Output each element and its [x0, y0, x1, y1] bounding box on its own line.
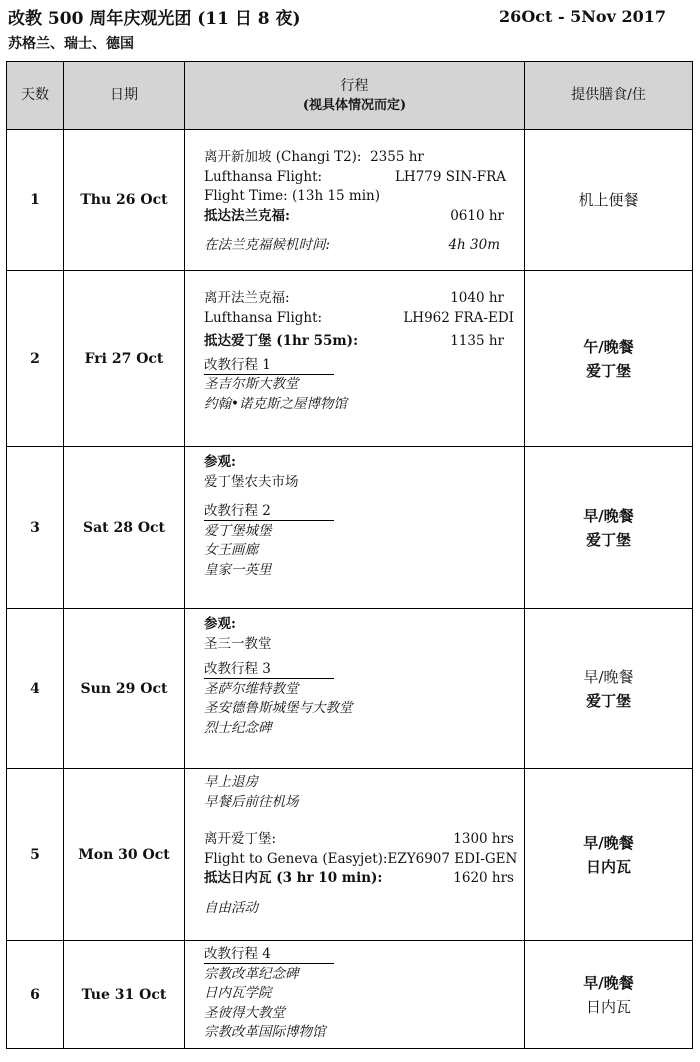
- depart-time: 2355 hr: [370, 149, 424, 165]
- col-header-program-title: 行程: [340, 77, 369, 94]
- table-row: [7, 130, 693, 271]
- day-date: Fri 27 Oct: [64, 271, 185, 447]
- stay-text: 爱丁堡: [585, 691, 631, 710]
- flight-number: EZY6907 EDI-GEN: [387, 850, 518, 867]
- day-program: [185, 609, 525, 769]
- day-program: [185, 769, 525, 941]
- stay-text: 爱丁堡: [585, 361, 631, 380]
- tour-item: 皇家一英里: [204, 561, 272, 578]
- day-number: 3: [7, 447, 64, 609]
- meal-cell: [525, 941, 693, 1049]
- visit-item: 圣三一教堂: [204, 635, 272, 652]
- note-item: 早上退房: [204, 774, 258, 790]
- tour-dates: 26Oct - 5Nov 2017: [499, 7, 666, 26]
- visit-item: 爱丁堡农夫市场: [204, 473, 299, 490]
- depart-time: 1040 hr: [450, 290, 504, 306]
- meal-text: 早/晚餐: [583, 833, 634, 852]
- meal-cell: [525, 271, 693, 447]
- day-date: Tue 31 Oct: [64, 941, 185, 1049]
- tour-item: 圣萨尔维特教堂: [204, 680, 299, 697]
- depart-label: 离开法兰克福:: [204, 290, 290, 306]
- day-date: Thu 26 Oct: [64, 130, 185, 271]
- arrive-line: [204, 332, 514, 352]
- flight-duration: Flight Time: (13h 15 min): [204, 188, 380, 204]
- transit-label: 在法兰克福候机时间:: [204, 237, 331, 253]
- transit-line: [204, 236, 514, 256]
- depart-label: 离开爱丁堡:: [204, 831, 277, 847]
- col-header-date: 日期: [64, 62, 185, 130]
- arrive-label: 抵达法兰克福:: [204, 207, 290, 224]
- visit-heading: 参观:: [204, 454, 236, 470]
- day-number: 1: [7, 130, 64, 271]
- meal-text: 机上便餐: [578, 191, 639, 209]
- flight-number: LH962 FRA-EDI: [403, 309, 514, 326]
- meal-text: 早/晚餐: [583, 506, 634, 525]
- table-row: [7, 447, 693, 609]
- tour-title: 改教 500 周年庆观光团 (11 日 8 夜): [8, 9, 301, 29]
- col-header-meal: 提供膳食/住: [525, 62, 693, 130]
- table-row: [7, 769, 693, 941]
- tour-item: 烈士纪念碑: [204, 719, 272, 736]
- tour-heading: 改教行程 1: [204, 356, 514, 376]
- flight-label: Lufthansa Flight:: [204, 309, 323, 326]
- arrive-line: [204, 869, 514, 889]
- col-header-program-sub: (视具体情况而定): [302, 97, 407, 113]
- tour-item: 爱丁堡城堡: [204, 522, 272, 539]
- day-date: Sat 28 Oct: [64, 447, 185, 609]
- flight-line: [204, 850, 518, 870]
- day-program: [185, 447, 525, 609]
- tour-item: 圣安德鲁斯城堡与大教堂: [204, 700, 353, 716]
- depart-line: [204, 289, 514, 309]
- arrive-label: 抵达爱丁堡 (1hr 55m):: [204, 333, 359, 349]
- tour-item: 日内瓦学院: [204, 985, 272, 1001]
- day-number: 2: [7, 271, 64, 447]
- tour-item: 圣彼得大教堂: [204, 1004, 285, 1021]
- arrive-time: 1135 hr: [450, 333, 504, 349]
- depart-time: 1300 hrs: [453, 831, 514, 847]
- flight-number: LH779 SIN-FRA: [394, 168, 506, 185]
- tour-item: 女王画廊: [204, 542, 258, 558]
- day-program: [185, 271, 525, 447]
- visit-heading: 参观:: [204, 616, 236, 632]
- day-program: [185, 130, 525, 271]
- arrive-label: 抵达日内瓦 (3 hr 10 min):: [204, 870, 383, 886]
- day-date: Sun 29 Oct: [64, 609, 185, 769]
- free-activity: 自由活动: [204, 899, 258, 916]
- meal-text: 早/晚餐: [583, 973, 634, 992]
- meal-text: 早/晚餐: [583, 667, 634, 686]
- table-row: [7, 271, 693, 447]
- table-header-row: [7, 62, 693, 130]
- col-header-day: 天数: [7, 62, 64, 130]
- flight-line: [204, 168, 514, 188]
- day-number: 4: [7, 609, 64, 769]
- flight-label: Lufthansa Flight:: [204, 168, 323, 185]
- itinerary-table: [6, 61, 693, 1049]
- tour-heading: 改教行程 2: [204, 502, 514, 522]
- meal-cell: [525, 447, 693, 609]
- document-header: [8, 4, 692, 60]
- note-item: 早餐后前往机场: [204, 793, 299, 810]
- tour-countries: 苏格兰、瑞士、德国: [8, 36, 134, 52]
- arrive-time: 1620 hrs: [453, 870, 514, 886]
- depart-label: 离开新加坡 (Changi T2):: [204, 149, 362, 165]
- tour-item: 宗教改革国际博物馆: [204, 1024, 326, 1040]
- arrive-line: [204, 207, 514, 227]
- day-number: 6: [7, 941, 64, 1049]
- transit-time: 4h 30m: [448, 237, 500, 253]
- stay-text: 爱丁堡: [585, 530, 631, 549]
- tour-item: 宗教改革纪念碑: [204, 965, 299, 982]
- tour-item: 约翰•诺克斯之屋博物馆: [204, 395, 347, 412]
- depart-line: [204, 830, 514, 850]
- stay-text: 日内瓦: [585, 857, 631, 876]
- meal-cell: [525, 609, 693, 769]
- arrive-time: 0610 hr: [450, 207, 504, 224]
- meal-cell: [525, 130, 693, 271]
- table-row: [7, 609, 693, 769]
- table-row: [7, 941, 693, 1049]
- col-header-program: [185, 62, 525, 130]
- stay-text: 日内瓦: [585, 997, 631, 1016]
- depart-line: [204, 148, 514, 168]
- tour-item: 圣吉尔斯大教堂: [204, 376, 299, 392]
- meal-cell: [525, 769, 693, 941]
- meal-text: 午/晚餐: [583, 337, 634, 356]
- day-number: 5: [7, 769, 64, 941]
- tour-heading: 改教行程 4: [204, 945, 514, 965]
- flight-line: [204, 309, 514, 329]
- flight-label: Flight to Geneva (Easyjet):: [204, 850, 388, 867]
- tour-heading: 改教行程 3: [204, 660, 514, 680]
- day-date: Mon 30 Oct: [64, 769, 185, 941]
- day-program: [185, 941, 525, 1049]
